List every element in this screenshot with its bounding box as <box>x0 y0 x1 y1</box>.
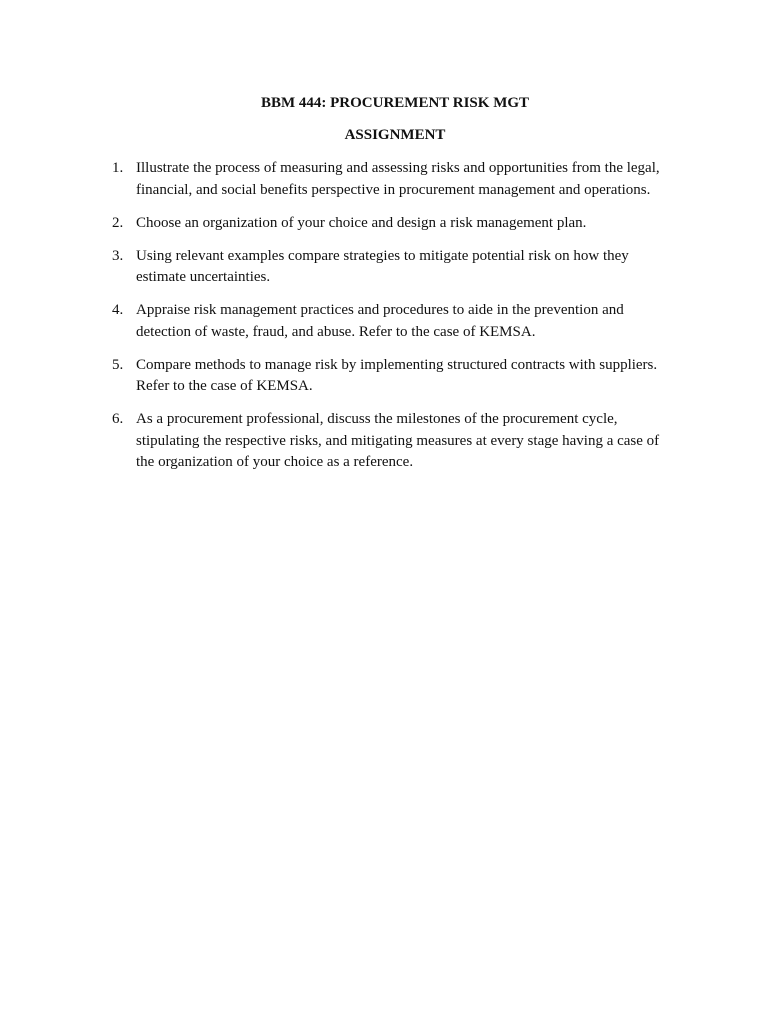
question-number: 2. <box>112 214 124 231</box>
course-title: BBM 444: PROCUREMENT RISK MGT <box>260 95 530 111</box>
question-item-1 <box>112 158 672 201</box>
question-number: 4. <box>112 302 124 318</box>
assignment-heading: ASSIGNMENT <box>344 127 446 143</box>
question-text: As a procurement professional, discuss the milestones of the procurement cycle, stipulating the respective risks, and mitigating measures at every stage having a case of the organization of your choice as a reference. <box>136 411 660 470</box>
question-item-5 <box>112 355 672 398</box>
question-number: 6. <box>112 411 124 427</box>
question-number: 1. <box>112 160 124 176</box>
question-item-6 <box>112 409 672 474</box>
question-text: Compare methods to manage risk by implementing structured contracts with suppliers. Refer to the case of KEMSA. <box>136 356 658 394</box>
question-text: Using relevant examples compare strategies to mitigate potential risk on how they estimate uncertainties. <box>136 247 629 285</box>
question-number: 5. <box>112 356 124 373</box>
question-item-4 <box>112 300 672 343</box>
question-list <box>112 158 672 485</box>
question-item-2 <box>112 213 672 235</box>
question-text: Choose an organization of your choice and design a risk management plan. <box>136 214 587 231</box>
question-text: Illustrate the process of measuring and assessing risks and opportunities from the legal, financial, and social benefits perspective in procurement management and operations. <box>136 160 660 198</box>
question-number: 3. <box>112 247 124 264</box>
question-text: Appraise risk management practices and procedures to aide in the prevention and detection of waste, fraud, and abuse. Refer to the case of KEMSA. <box>136 302 624 340</box>
question-item-3 <box>112 246 672 289</box>
